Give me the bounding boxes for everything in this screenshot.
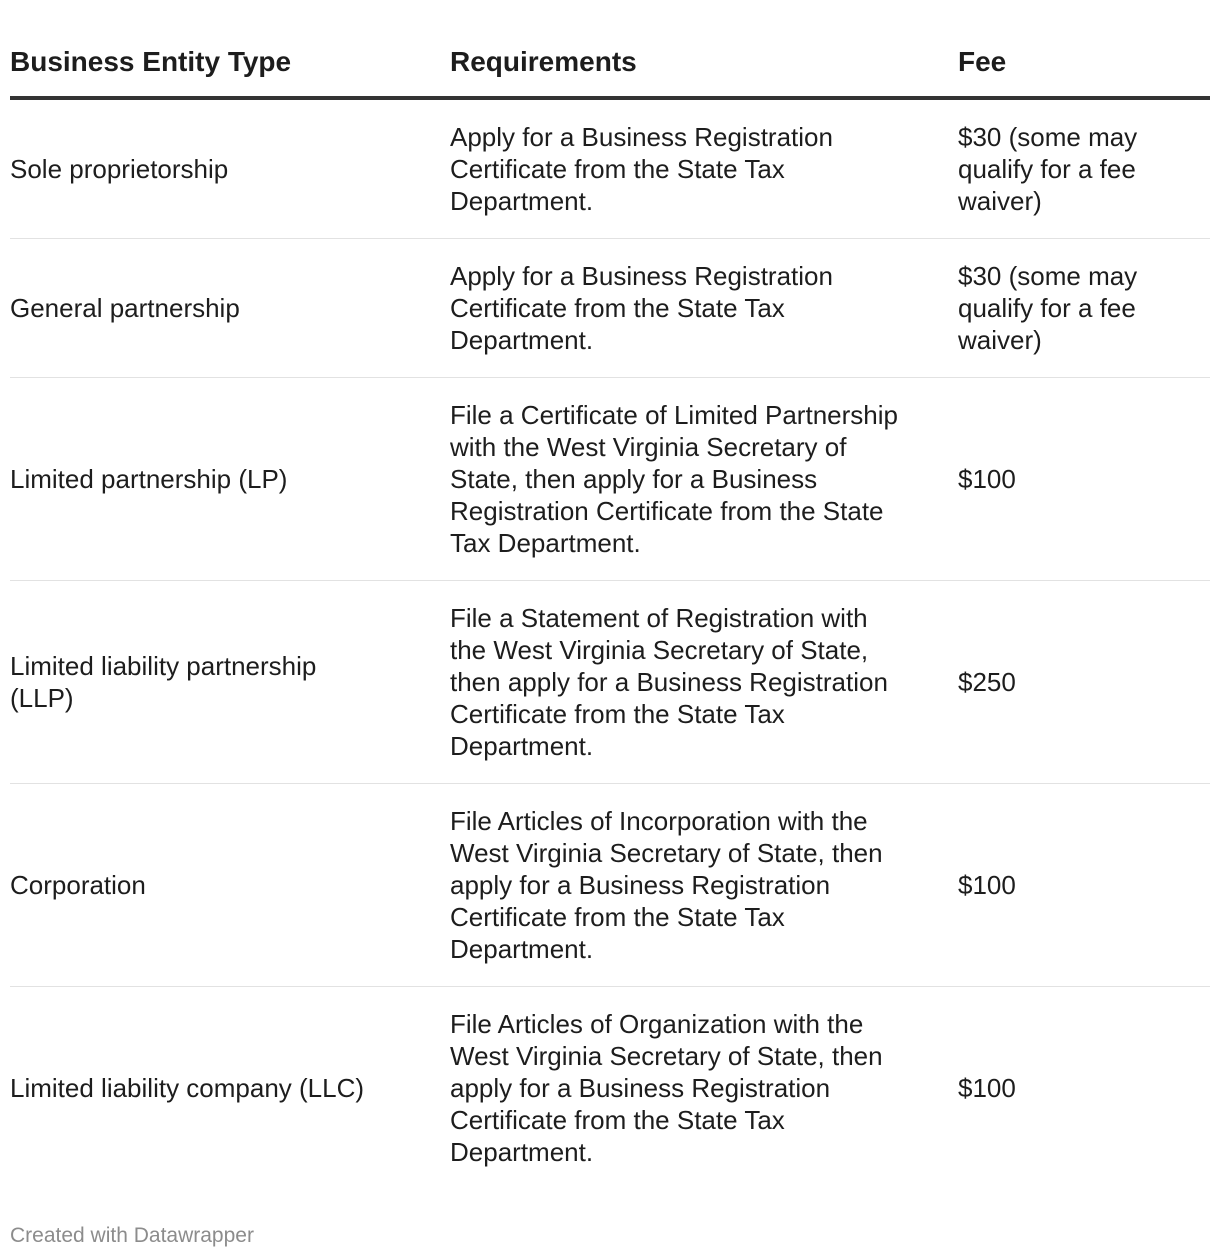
fee-cell: $100 [958,784,1210,987]
table-row [10,378,1210,581]
requirements-cell: Apply for a Business Registration Certificate from the State Tax Department. [450,98,958,239]
fee-cell: $30 (some may qualify for a fee waiver) [958,239,1210,378]
requirements-cell: File Articles of Organization with the West Virginia Secretary of State, then apply for a Business Registration Certificate from the State Tax Department. [450,1009,883,1167]
datawrapper-credit[interactable]: Created with Datawrapper [10,1224,254,1247]
entity-type-cell: Corporation [10,784,450,987]
entity-type-cell: Sole proprietorship [10,98,450,239]
entity-type-cell: Limited partnership (LP) [10,378,450,581]
table-row [10,581,1210,784]
requirements-cell: Apply for a Business Registration Certificate from the State Tax Department. [450,239,958,378]
fee-cell: $250 [958,581,1210,784]
requirements-cell: File Articles of Incorporation with the West Virginia Secretary of State, then apply for a Business Registration Certificate from the State Tax Department. [450,784,958,987]
requirements-cell: File a Certificate of Limited Partnership with the West Virginia Secretary of State, then apply for a Business Registration Certificate from the State Tax Department. [450,378,958,581]
data-table-container [10,0,1210,1189]
fee-cell: $30 (some may qualify for a fee waiver) [958,98,1210,239]
table-row [10,98,1210,239]
entity-type-cell: General partnership [10,239,450,378]
business-entity-table [10,0,1210,1189]
table-row [10,239,1210,378]
fee-cell: $100 [958,1073,1016,1103]
table-body [10,98,1210,1189]
column-header-requirements[interactable]: Requirements [450,0,958,98]
column-header-entity-type[interactable]: Business Entity Type [10,0,450,98]
table-row [10,784,1210,987]
requirements-cell: File a Statement of Registration with the West Virginia Secretary of State, then apply for a Business Registration Certificate from the State Tax Department. [450,581,958,784]
table-header [10,0,1210,98]
fee-cell: $100 [958,378,1210,581]
header-row [10,0,1210,98]
table-row [10,987,1210,1190]
column-header-fee[interactable]: Fee [958,0,1210,98]
entity-type-cell: Limited liability partnership (LLP) [10,581,450,784]
entity-type-cell: Limited liability company (LLC) [10,1073,365,1103]
